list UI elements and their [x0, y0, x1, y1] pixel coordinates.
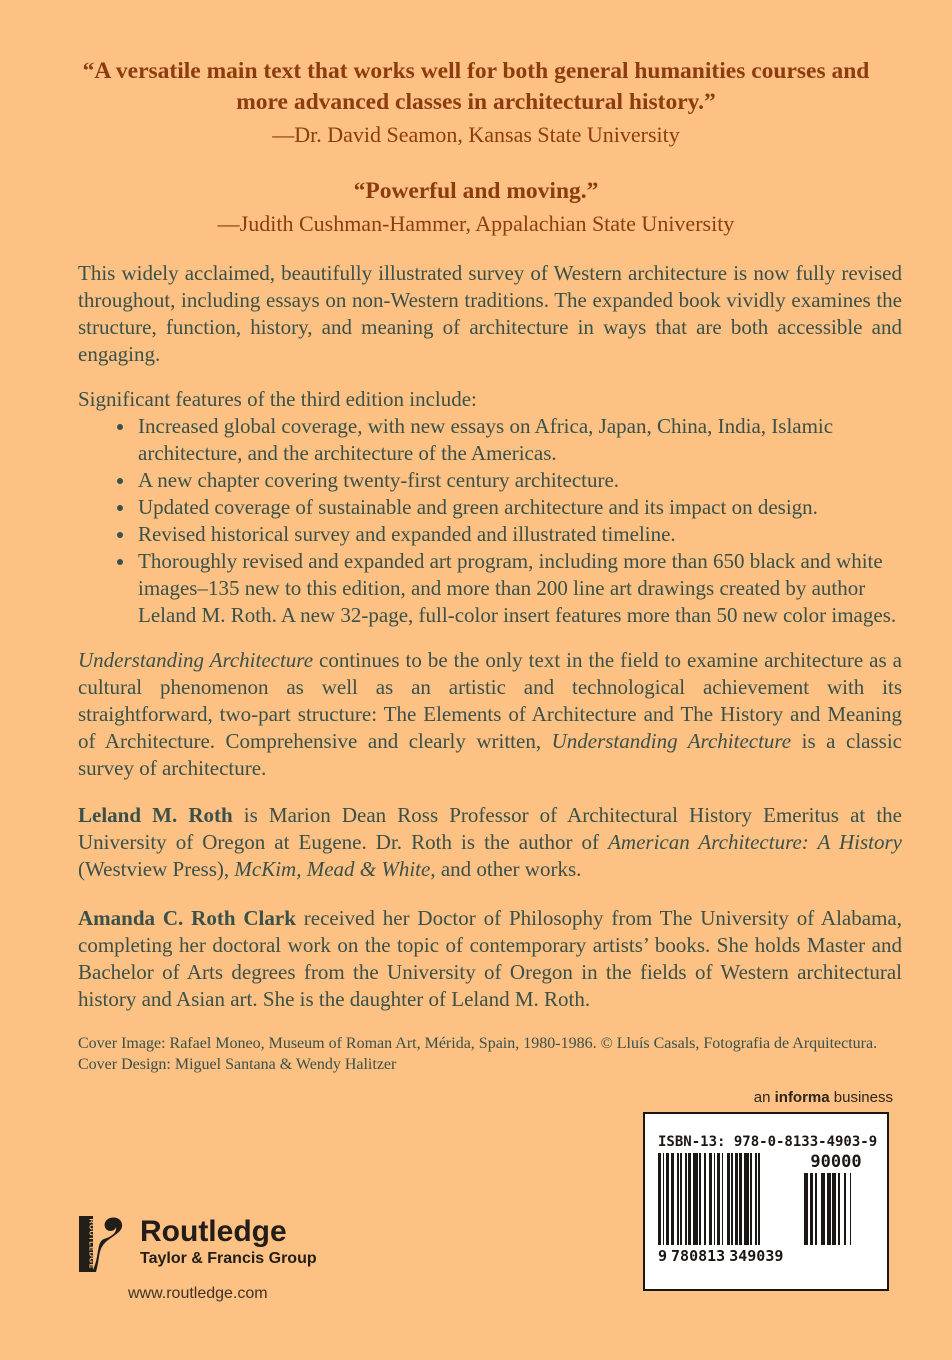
- book-title-italic: Understanding Architecture: [551, 729, 792, 754]
- barcode-bars: [804, 1173, 868, 1245]
- informa-wordmark: informa: [774, 1089, 830, 1106]
- informa-suffix: business: [829, 1089, 893, 1106]
- bio-text: (Westview Press),: [78, 857, 235, 882]
- back-cover-copy: [78, 260, 902, 1075]
- barcode-digit-group: 780813: [671, 1247, 726, 1265]
- ean-barcode: [658, 1153, 798, 1265]
- feature-item: • Revised historical survey and expanded and illustrated timeline.: [136, 521, 902, 548]
- bio-text: is Marion Dean Ross Professor of Architectural History Emeritus at the University of Oregon at Eugene. Dr. Roth is the author of: [78, 803, 903, 855]
- informa-prefix: an: [753, 1089, 775, 1106]
- publisher-website: www.routledge.com: [128, 1285, 268, 1302]
- cover-image-credit: Cover Image: Rafael Moneo, Museum of Roman Art, Mérida, Spain, 1980-1986. © Lluís Casals, Fotografia de Arquitectura.: [78, 1035, 878, 1053]
- author-name: Amanda C. Roth Clark: [78, 906, 296, 931]
- series-paragraph-text: continues to be the only text in the field to examine architecture as a cultural phenomenon as well as an artistic and technological achievement with its straightforward, two-part structure: The Elements of Architecture and The History and Meaning of Architecture. Comprehensive and clearly written,: [78, 648, 902, 754]
- svg-text:ROUTLEDGE: ROUTLEDGE: [87, 1218, 97, 1270]
- quote-attribution: —Dr. David Seamon, Kansas State University: [272, 122, 680, 148]
- bio-text: , and other works.: [430, 857, 582, 882]
- author-name: Leland M. Roth: [78, 803, 233, 828]
- book-title-italic: McKim, Mead & White: [234, 857, 431, 882]
- review-quote-1: [0, 56, 952, 150]
- author-bio-clark: [78, 905, 902, 1013]
- publisher-logo: [79, 1216, 317, 1272]
- series-paragraph-text: is a classic survey of architecture.: [78, 729, 902, 781]
- informa-tagline: [754, 1089, 893, 1106]
- feature-item: • A new chapter covering twenty-first century architecture.: [136, 467, 902, 494]
- cover-design-credit: Cover Design: Miguel Santana & Wendy Halitzer: [78, 1056, 397, 1074]
- book-title-italic: Understanding Architecture: [78, 648, 314, 673]
- author-bio-roth: [78, 802, 902, 883]
- feature-item: • Updated coverage of sustainable and green architecture and its impact on design.: [136, 494, 902, 521]
- feature-item: • Thoroughly revised and expanded art program, including more than 650 black and white images–135 new to this edition, and more than 200 line art drawings created by author Leland M. Roth. A new 32-page, full-color insert features more than 50 new color images.: [136, 548, 902, 629]
- book-title-italic: American Architecture: A History: [608, 830, 902, 855]
- price-code: 90000: [810, 1152, 862, 1172]
- barcode-panel: [643, 1112, 889, 1291]
- publisher-wordmark: [140, 1217, 317, 1268]
- isbn-label: ISBN-13: 978-0-8133-4903-9: [658, 1134, 878, 1150]
- quote-text: “Powerful and moving.”: [353, 177, 599, 204]
- series-paragraph: [78, 647, 902, 782]
- publisher-block: [79, 1216, 317, 1303]
- barcode-digit-group: 9: [658, 1247, 668, 1265]
- feature-item: • Increased global coverage, with new essays on Africa, Japan, China, India, Islamic architecture, and the architecture of the Americas.: [136, 413, 902, 467]
- bio-text: received her Doctor of Philosophy from The University of Alabama, completing her doctoral work on the topic of contemporary artists’ books. She holds Master and Bachelor of Arts degrees from the University of Oregon in the fields of Western architectural history and Asian art. She is the daughter of Leland M. Roth.: [78, 906, 902, 1012]
- review-quotes-section: [0, 0, 952, 238]
- barcode-graphics: [658, 1153, 874, 1265]
- barcode-digit-group: 349039: [729, 1247, 784, 1265]
- features-list: [78, 413, 902, 629]
- price-supplement-barcode: [804, 1153, 868, 1245]
- barcode-digits: [658, 1247, 798, 1265]
- publisher-name: Routledge: [140, 1215, 287, 1248]
- cover-credits: [78, 1033, 902, 1075]
- barcode-bars: [658, 1153, 798, 1245]
- publisher-group: Taylor & Francis Group: [140, 1250, 317, 1267]
- synopsis-paragraph: This widely acclaimed, beautifully illustrated survey of Western architecture is now fully revised throughout, including essays on non-Western traditions. The expanded book vividly examines the structure, function, history, and meaning of architecture in ways that are both accessible and engaging.: [78, 261, 902, 367]
- quote-attribution: —Judith Cushman-Hammer, Appalachian State University: [217, 210, 735, 236]
- review-quote-2: [0, 176, 952, 239]
- quote-text: “A versatile main text that works well for both general humanities courses and more advanced classes in architectural history.”: [82, 58, 870, 116]
- features-intro: Significant features of the third edition include:: [78, 387, 477, 412]
- routledge-logo-icon: [79, 1216, 131, 1272]
